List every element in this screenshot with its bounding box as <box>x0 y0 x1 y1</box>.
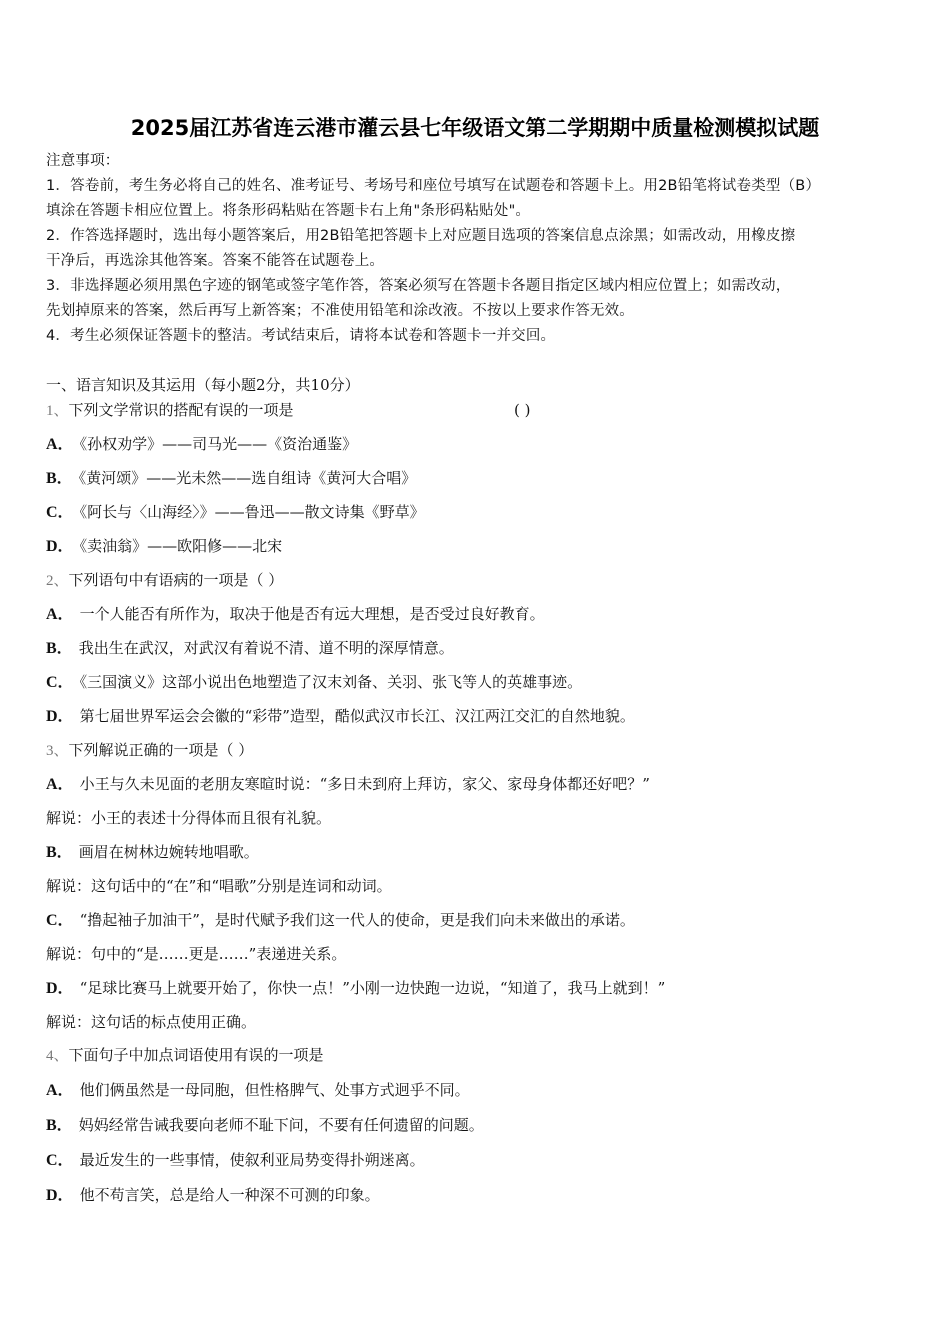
section-heading: 一、语言知识及其运用（每小题2分，共10分） <box>46 376 360 394</box>
option-letter: B． <box>46 1117 73 1134</box>
option-text: 他不苟言笑，总是给人一种深不可测的印象。 <box>79 1186 380 1204</box>
option-letter: D． <box>46 708 74 725</box>
option-letter: C． <box>46 504 74 521</box>
option-letter: B． <box>46 470 73 487</box>
option-letter: C． <box>46 912 74 929</box>
question-4-stem <box>46 1046 324 1065</box>
option-text: 《黄河颂》——光未然——选自组诗《黄河大合唱》 <box>78 469 417 487</box>
option-c <box>46 1151 425 1170</box>
option-letter: B． <box>46 844 73 861</box>
option-d <box>46 537 282 556</box>
option-d <box>46 707 635 726</box>
option-text: 最近发生的一些事情，使叙利亚局势变得扑朔迷离。 <box>79 1151 425 1169</box>
option-text: 《孙权劝学》——司马光——《资治通鉴》 <box>79 435 358 453</box>
question-1-stem <box>46 401 646 420</box>
option-text: 画眉在树林边婉转地唱歌。 <box>78 843 259 861</box>
option-b <box>46 469 416 488</box>
option-letter: B． <box>46 640 73 657</box>
option-d <box>46 1186 380 1205</box>
option-letter: D． <box>46 538 74 555</box>
question-number: 2、 <box>46 573 69 589</box>
option-letter: A． <box>46 606 74 623</box>
option-text: 一个人能否有所作为，取决于他是否有远大理想，是否受过良好教育。 <box>79 605 545 623</box>
question-3-stem <box>46 741 253 760</box>
notice-line: 4．考生必须保证答题卡的整洁。考试结束后，请将本试卷和答题卡一并交回。 <box>46 328 556 344</box>
option-text: “足球比赛马上就要开始了，你快一点！”小刚一边快跑一边说，“知道了，我马上就到！” <box>79 979 666 997</box>
notice-line: 1．答卷前，考生务必将自己的姓名、准考证号、考场号和座位号填写在试题卷和答题卡上。用2B铅笔将试卷类型（B） <box>46 178 821 194</box>
option-text: 《卖油翁》——欧阳修——北宋 <box>79 537 283 555</box>
question-2-stem <box>46 571 283 590</box>
option-text: 妈妈经常告诫我要向老师不耻下问，不要有任何遗留的问题。 <box>78 1116 484 1134</box>
question-number: 3、 <box>46 743 69 759</box>
option-letter: C． <box>46 1152 74 1169</box>
explanation: 解说：句中的“是……更是……”表递进关系。 <box>46 945 347 963</box>
option-letter: D． <box>46 980 74 997</box>
notice-line: 填涂在答题卡相应位置上。将条形码粘贴在答题卡右上角"条形码粘贴处"。 <box>46 203 531 219</box>
option-a <box>46 605 545 624</box>
notice-line: 3．非选择题必须用黑色字迹的钢笔或签字笔作答，答案必须写在答题卡各题目指定区域内相应位置上；如需改动， <box>46 278 791 294</box>
option-text: “撸起袖子加油干”，是时代赋予我们这一代人的使命，更是我们向未来做出的承诺。 <box>79 911 635 929</box>
option-a <box>46 1081 470 1100</box>
option-c <box>46 503 425 522</box>
notice-line: 2．作答选择题时，选出每小题答案后，用2B铅笔把答题卡上对应题目选项的答案信息点涂黑；如需改动，用橡皮擦 <box>46 228 796 244</box>
option-b <box>46 1116 484 1135</box>
option-text: 他们俩虽然是一母同胞，但性格脾气、处事方式迥乎不同。 <box>79 1081 470 1099</box>
question-text: 下列语句中有语病的一项是（ ） <box>68 571 284 589</box>
notice-line: 干净后，再选涂其他答案。答案不能答在试题卷上。 <box>46 253 385 269</box>
option-b <box>46 843 259 862</box>
option-text: 小王与久未见面的老朋友寒暄时说：“多日未到府上拜访，家父、家母身体都还好吧？” <box>79 775 650 793</box>
question-text: 下列文学常识的搭配有误的一项是 <box>68 401 294 419</box>
option-letter: A． <box>46 776 74 793</box>
option-text: 第七届世界军运会会徽的“彩带”造型，酷似武汉市长江、汉江两江交汇的自然地貌。 <box>79 707 635 725</box>
document-title: 2025届江苏省连云港市灌云县七年级语文第二学期期中质量检测模拟试题 <box>130 116 820 140</box>
option-d <box>46 979 665 998</box>
option-letter: A． <box>46 436 74 453</box>
option-text: 《阿长与〈山海经〉》——鲁迅——散文诗集《野草》 <box>79 503 425 521</box>
explanation: 解说：这句话中的“在”和“唱歌”分别是连词和动词。 <box>46 877 392 895</box>
option-b <box>46 639 454 658</box>
question-number: 4、 <box>46 1048 69 1064</box>
option-a <box>46 775 650 794</box>
option-text: 《三国演义》这部小说出色地塑造了汉末刘备、关羽、张飞等人的英雄事迹。 <box>79 673 583 691</box>
option-a <box>46 435 357 454</box>
option-c <box>46 911 635 930</box>
option-letter: C． <box>46 674 74 691</box>
question-text: 下列解说正确的一项是（ ） <box>68 741 254 759</box>
option-c <box>46 673 582 692</box>
explanation: 解说：这句话的标点使用正确。 <box>46 1013 257 1031</box>
option-letter: A． <box>46 1082 74 1099</box>
explanation: 解说：小王的表述十分得体而且很有礼貌。 <box>46 809 332 827</box>
question-number: 1、 <box>46 403 69 419</box>
notice-heading: 注意事项： <box>46 153 120 169</box>
notice-line: 先划掉原来的答案，然后再写上新答案；不准使用铅笔和涂改液。不按以上要求作答无效。 <box>46 303 634 319</box>
option-letter: D． <box>46 1187 74 1204</box>
question-text: 下面句子中加点词语使用有误的一项是 <box>68 1046 324 1064</box>
option-text: 我出生在武汉，对武汉有着说不清、道不明的深厚情意。 <box>78 639 454 657</box>
answer-blank: ( ) <box>514 401 531 419</box>
